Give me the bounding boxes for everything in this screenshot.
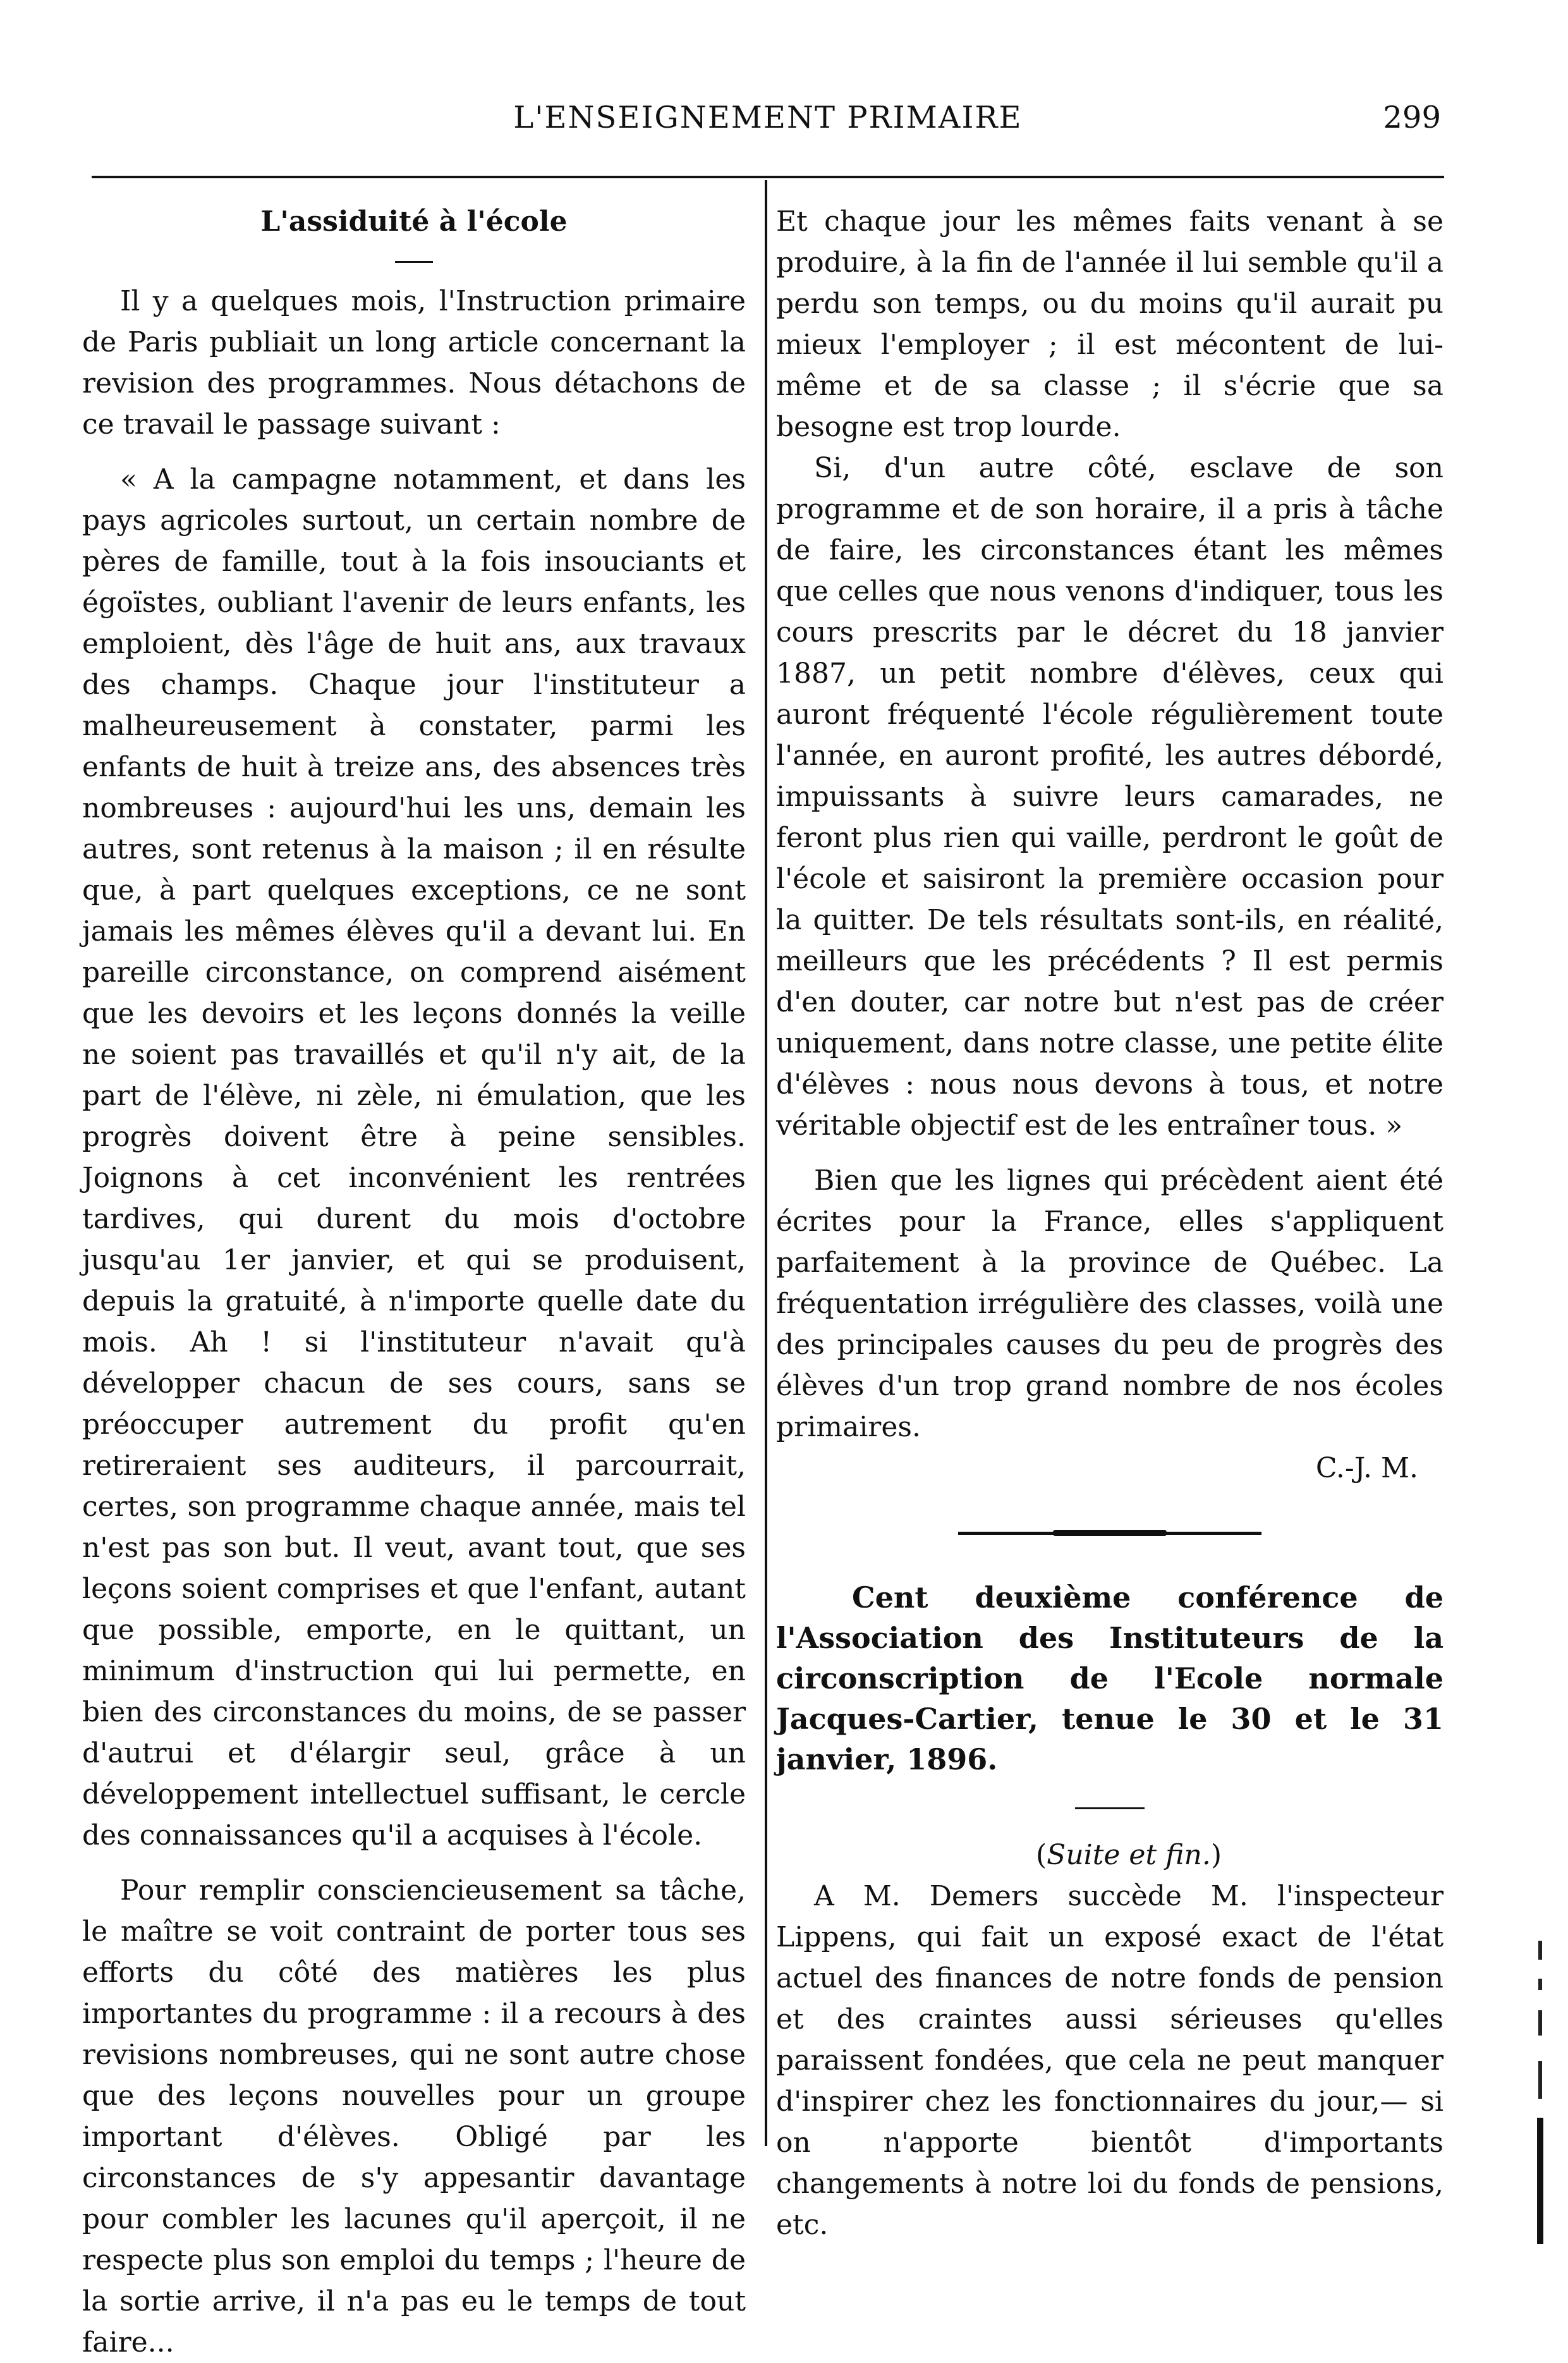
paragraph-continued: Et chaque jour les mêmes faits venant à se produire, à la fin de l'année il lui semble qu'il a perdu son temps, ou du moins qu'il aurait pu mieux l'employer ; il est mécontent de lui-même et de sa classe ; il s'écrie que sa besogne est trop lourde. <box>776 205 1443 443</box>
subtitle: (Suite et fin.) <box>1036 1839 1222 1871</box>
left-column <box>82 201 746 2363</box>
margin-ink-marks <box>1536 1941 1545 2244</box>
ornamental-divider <box>958 1530 1261 1536</box>
paragraph: Si, d'un autre côté, esclave de son programme et de son horaire, il a pris à tâche de faire, les circonstances étant les mêmes que celles que nous venons d'indiquer, tous les cours prescrits par le décret du 18 janvier 1887, un petit nombre d'élèves, ceux qui auront fréquenté l'école régulièrement toute l'année, en auront profité, les autres débordé, impuissants à suivre leurs camarades, ne feront plus rien qui vaille, perdront le goût de l'école et saisiront la première occasion pour la quitter. De tels résultats sont-ils, en réalité, meilleurs que les précédents ? Il est permis d'en douter, car notre but n'est pas de créer uniquement, dans notre classe, une petite élite d'élèves : nous nous devons à tous, et notre véritable objectif est de les entraîner tous. » <box>776 452 1443 1142</box>
right-column <box>776 201 1443 2245</box>
header-rule <box>92 176 1444 178</box>
quoted-paragraph: « A la campagne notamment, et dans les pays agricoles surtout, un certain nombre de pères de famille, tout à la fois insouciants et égoïstes, oubliant l'avenir de leurs enfants, les emploient, dès l'âge de huit ans, aux travaux des champs. Chaque jour l'instituteur a malheureusement à constater, parmi les enfants de huit à treize ans, des absences très nombreuses : aujourd'hui les uns, demain les autres, sont retenus à la maison ; il en résulte que, à part quelques exceptions, ce ne sont jamais les mêmes élèves qu'il a devant lui. En pareille circonstance, on comprend aisément que les devoirs et les leçons donnés la veille ne soient pas travaillés et qu'il n'y ait, de la part de l'élève, ni zèle, ni émulation, que les progrès doivent être à peine sensibles. Joignons à cet inconvénient les rentrées tardives, qui durent du mois d'octobre jusqu'au 1er janvier, et qui se produisent, depuis la gratuité, à n'importe quelle date du mois. Ah ! si l'instituteur n'avait qu'à développer chacun de ses cours, sans se préoccuper autrement du profit qu'en retireraient ses auditeurs, il parcourrait, certes, son programme chaque année, mais tel n'est pas son but. Il veut, avant tout, que ses leçons soient comprises et que l'enfant, autant que possible, emporte, en le quittant, un minimum d'instruction qui lui permette, en bien des circonstances du moins, de se passer d'autrui et d'élargir seul, grâce à un développement intellectuel suffisant, le cercle des connaissances qu'il a acquises à l'école. <box>82 463 746 1852</box>
running-head <box>88 95 1447 152</box>
column-divider <box>765 180 767 2146</box>
paragraph: Bien que les lignes qui précèdent aient été écrites pour la France, elles s'appliquent parfaitement à la province de Québec. La fréquentation irrégulière des classes, voilà une des principales causes du peu de progrès des élèves d'un trop grand nombre de nos écoles primaires. <box>776 1164 1443 1443</box>
paragraph: A M. Demers succède M. l'inspecteur Lippens, qui fait un exposé exact de l'état actuel des finances de notre fonds de pension et des craintes aussi sérieuses qu'elles paraissent fondées, que cela ne peut manquer d'inspirer chez les fonctionnaires du jour,— si on n'apporte bientôt d'importants changements à notre loi du fonds de pensions, etc. <box>776 1880 1443 2241</box>
article-title: L'assiduité à l'école <box>260 205 568 238</box>
title-dash <box>395 261 433 263</box>
conference-title <box>776 1577 1443 1780</box>
paragraph: Pour remplir consciencieusement sa tâche, le maître se voit contraint de porter tous ses efforts du côté des matières les plus importantes du programme : il a recours à des revisions nombreuses, qui ne sont autre chose que des leçons nouvelles pour un groupe important d'élèves. Obligé par les circonstances de s'y appesantir davantage pour combler les lacunes qu'il aperçoit, il ne respecte plus son emploi du temps ; l'heure de la sortie arrive, il n'a pas eu le temps de tout faire... <box>82 1874 746 2359</box>
signature: C.-J. M. <box>1315 1452 1418 1484</box>
running-title: L'ENSEIGNEMENT PRIMAIRE <box>513 100 1023 135</box>
page-number: 299 <box>1383 100 1441 135</box>
conference-title-text: Cent deuxième conférence de l'Association des Instituteurs de la circonscription de l'Ecole normale Jacques-Cartier, tenue le 30 et le 31 janvier, 1896. <box>776 1580 1443 1776</box>
section-rule <box>1075 1807 1145 1809</box>
subtitle-text: Suite et fin. <box>1047 1839 1211 1871</box>
paragraph: Il y a quelques mois, l'Instruction primaire de Paris publiait un long article concernant la revision des programmes. Nous détachons de ce travail le passage suivant : <box>82 285 746 441</box>
